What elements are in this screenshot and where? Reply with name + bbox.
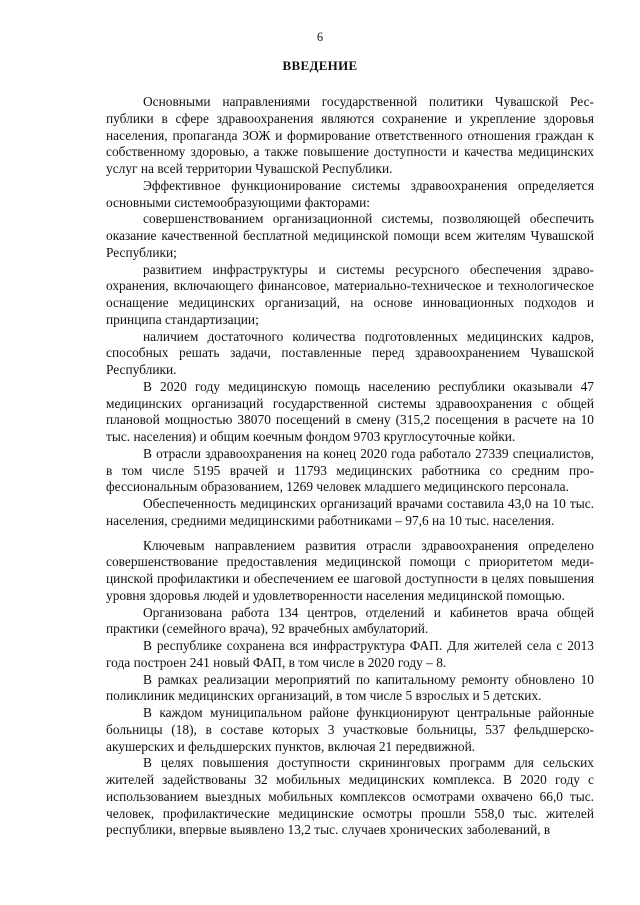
- paragraph-key-direction: Ключевым направлением развития отрасли здравоохранения определено совершенствование предоставления медицинской помощи с приоритетом медицинской профилактики и обеспечением ее шаговой доступности в целях повышения уровня здоровья людей и удовлетворенности населения медицинской помощью.: [106, 537, 594, 603]
- paragraph-general-practice: Организована работа 134 центров, отделений и кабинетов врача общей практики (семейного врача), 92 врачебных амбулаторий.: [106, 604, 594, 637]
- paragraph-medical-organizations: В 2020 году медицинскую помощь населению республики оказывали 47 медицинских организаций государственной системы здравоохранения с общей плановой мощностью 38070 посещений в смену (315,2 посещения в расчете на 10 тыс. населения) и общим коечным фондом 9703 круглосуточные койки.: [106, 378, 594, 444]
- paragraph-policy-directions: Основными направлениями государственной политики Чувашской Республики в сфере здравоохранения являются сохранение и укрепление здоровья населения, пропаганда ЗОЖ и формирование ответственного отношения граждан к собственному здоровью, а также повышение доступности и качества медицинских услуг на всей территории Чувашской Республики.: [106, 94, 594, 176]
- paragraph-factor-staff: наличием достаточного количества подготовленных медицинских кадров, способных решать задачи, поставленные перед здравоохранением Чувашской Республики.: [106, 328, 594, 377]
- paragraph-staff-provision: Обеспеченность медицинских организаций врачами составила 43,0 на 10 тыс. населения, средними медицинскими работниками – 97,6 на 10 тыс. населения.: [106, 496, 594, 528]
- paragraph-factors-intro: Эффективное функционирование системы здравоохранения определяется основными системообразующими факторами:: [106, 177, 594, 210]
- paragraph-factor-organization: совершенствованием организационной системы, позволяющей обеспечить оказание качественной бесплатной медицинской помощи всем жителям Чувашской Республики;: [106, 211, 594, 260]
- paragraph-capital-repair: В рамках реализации мероприятий по капитальному ремонту обновлено 10 поликлиник медицинских организаций, в том числе 5 взрослых и 5 детских.: [106, 671, 594, 704]
- section-heading: ВВЕДЕНИЕ: [282, 58, 358, 73]
- paragraph-factor-infrastructure: развитием инфраструктуры и системы ресурсного обеспечения здравоохранения, включающего финансовое, материально-техническое и технологическое оснащение медицинских организаций, на основе инновационных подходов и принципа стандартизации;: [106, 261, 594, 327]
- body-text: [106, 94, 594, 839]
- paragraph-mobile-complexes: В целях повышения доступности скрининговых программ для сельских жителей задействованы 32 мобильных медицинских комплекса. В 2020 году с использованием выездных мобильных комплексов осмотрами охвачено 66,0 тыс. человек, профилактические медицинские осмотры прошли 558,0 тыс. жителей республики, впервые выявлено 13,2 тыс. случаев хронических заболеваний, в: [106, 755, 594, 838]
- paragraph-fap-infrastructure: В республике сохранена вся инфраструктура ФАП. Для жителей села с 2013 года построен 241 новый ФАП, в том числе в 2020 году – 8.: [106, 638, 594, 670]
- paragraph-district-hospitals: В каждом муниципальном районе функционируют центральные районные больницы (18), в составе которых 3 участковые больницы, 537 фельдшерско-акушерских и фельдшерских пунктов, включая 21 передвижной.: [106, 705, 594, 754]
- paragraph-specialists: В отрасли здравоохранения на конец 2020 года работало 27339 специалистов, в том числе 5195 врачей и 11793 медицинских работника со средним профессиональным образованием, 1269 человек младшего медицинского персонала.: [106, 445, 594, 495]
- page-number: 6: [316, 30, 324, 44]
